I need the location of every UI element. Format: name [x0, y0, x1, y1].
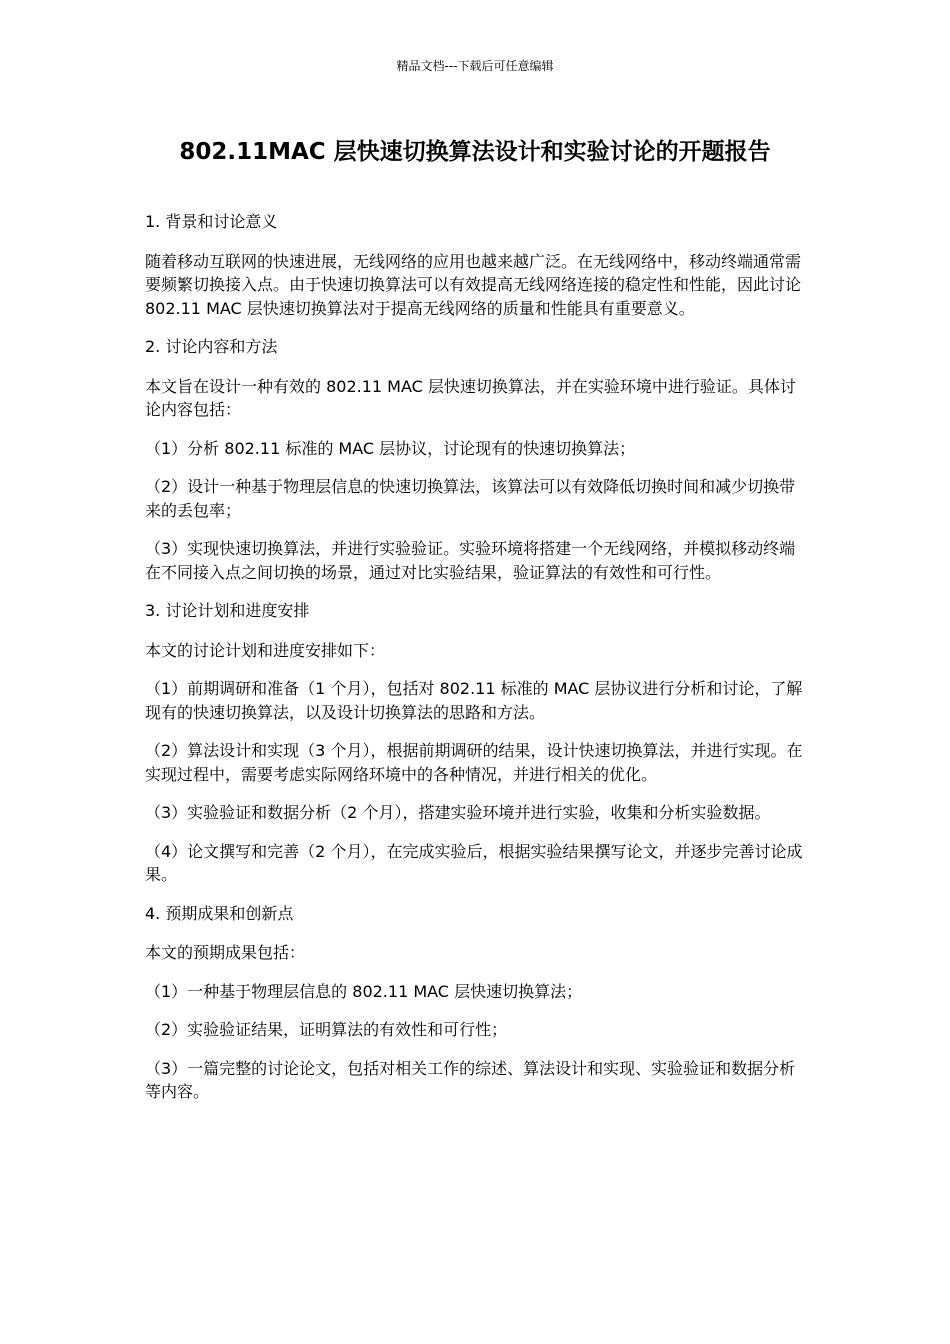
paragraph: 本文旨在设计一种有效的 802.11 MAC 层快速切换算法，并在实验环境中进行验证。具体讨论内容包括：	[145, 376, 796, 419]
list-item: （2）算法设计和实现（3 个月），根据前期调研的结果，设计快速切换算法，并进行实现。在实现过程中，需要考虑实际网络环境中的各种情况，并进行相关的优化。	[145, 741, 803, 784]
section-heading-content-methods: 2. 讨论内容和方法	[145, 337, 278, 356]
section-heading-expected-results: 4. 预期成果和创新点	[145, 903, 294, 923]
list-item: （1）一种基于物理层信息的 802.11 MAC 层快速切换算法；	[145, 981, 583, 1001]
paragraph: 本文的预期成果包括：	[145, 943, 306, 962]
document-body	[145, 210, 807, 1119]
header-note: 精品文档---下载后可任意编辑	[396, 59, 554, 73]
paragraph: 本文的讨论计划和进度安排如下：	[145, 640, 386, 660]
list-item: （1）分析 802.11 标准的 MAC 层协议，讨论现有的快速切换算法；	[145, 438, 636, 458]
list-item: （2）实验验证结果，证明算法的有效性和可行性；	[145, 1020, 508, 1039]
list-item: （2）设计一种基于物理层信息的快速切换算法，该算法可以有效降低切换时间和减少切换带来的丢包率；	[145, 477, 796, 520]
list-item: （4）论文撰写和完善（2 个月），在完成实验后，根据实验结果撰写论文，并逐步完善讨论成果。	[145, 841, 803, 884]
paragraph: 随着移动互联网的快速进展，无线网络的应用也越来越广泛。在无线网络中，移动终端通常需要频繁切换接入点。由于快速切换算法可以有效提高无线网络连接的稳定性和性能，因此讨论 802.11 MAC 层快速切换算法对于提高无线网络的质量和性能具有重要意义。	[145, 251, 802, 318]
list-item: （3）实现快速切换算法，并进行实验验证。实验环境将搭建一个无线网络，并模拟移动终端在不同接入点之间切换的场景，通过对比实验结果，验证算法的有效性和可行性。	[145, 539, 796, 582]
list-item: （3）实验验证和数据分析（2 个月），搭建实验环境并进行实验，收集和分析实验数据。	[145, 803, 771, 822]
section-heading-background: 1. 背景和讨论意义	[145, 212, 278, 231]
section-heading-plan-schedule: 3. 讨论计划和进度安排	[145, 601, 310, 620]
list-item: （3）一篇完整的讨论论文，包括对相关工作的综述、算法设计和实现、实验验证和数据分析等内容。	[145, 1058, 796, 1101]
list-item: （1）前期调研和准备（1 个月），包括对 802.11 标准的 MAC 层协议进行分析和讨论，了解现有的快速切换算法，以及设计切换算法的思路和方法。	[145, 679, 803, 722]
document-title: 802.11MAC 层快速切换算法设计和实验讨论的开题报告	[179, 139, 771, 165]
